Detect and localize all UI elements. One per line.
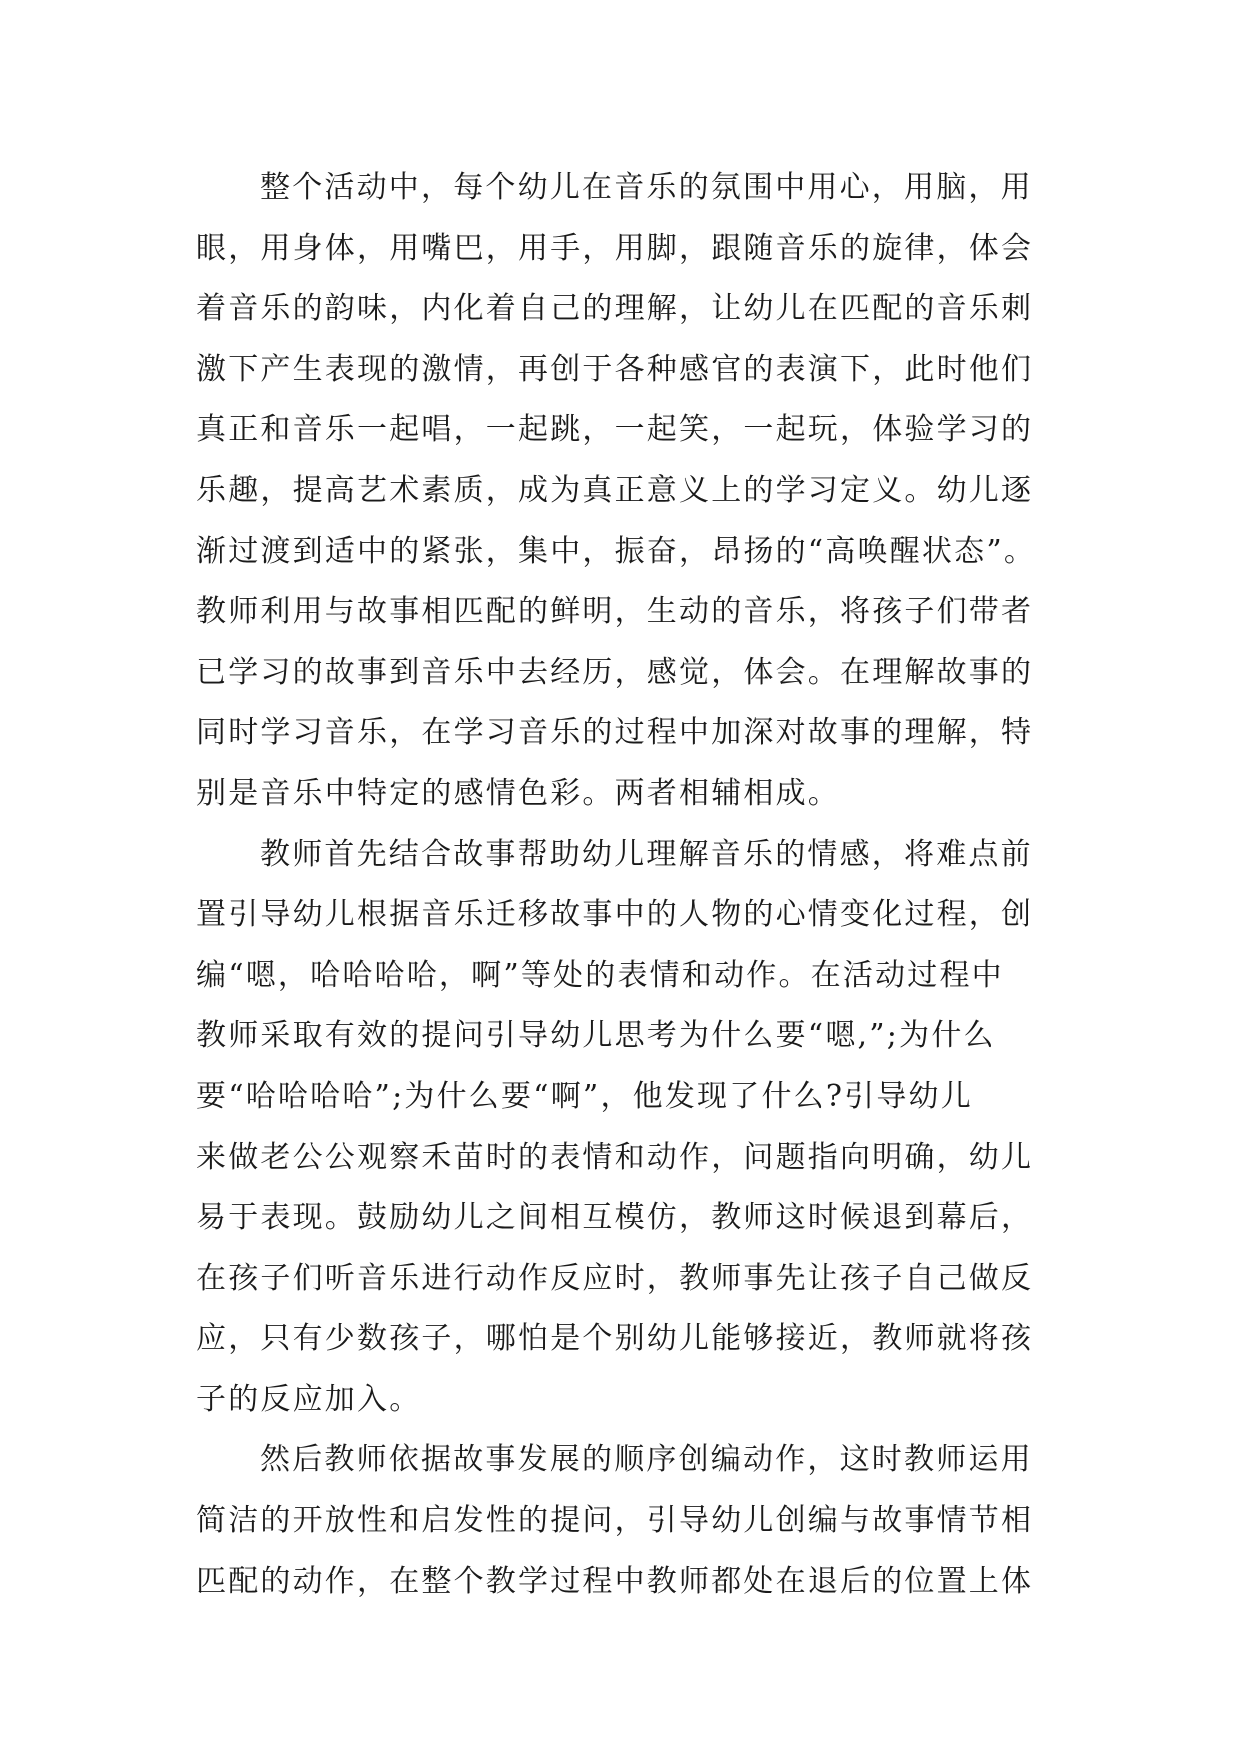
text-line: 眼，用身体，用嘴巴，用手，用脚，跟随音乐的旋律，体会 — [196, 230, 1034, 266]
text-line: 匹配的动作，在整个教学过程中教师都处在退后的位置上体 — [196, 1563, 1034, 1599]
text-line: 教师采取有效的提问引导幼儿思考为什么要“嗯,”;为什么 — [196, 1018, 996, 1054]
text-line: 子的反应加入。 — [196, 1381, 422, 1417]
text-line: 简洁的开放性和启发性的提问，引导幼儿创编与故事情节相 — [196, 1503, 1034, 1539]
text-line: 真正和音乐一起唱，一起跳，一起笑，一起玩，体验学习的 — [196, 412, 1034, 448]
text-line: 渐过渡到适中的紧张，集中，振奋，昂扬的“高唤醒状态”。 — [196, 533, 1037, 569]
text-line: 在孩子们听音乐进行动作反应时，教师事先让孩子自己做反 — [196, 1260, 1034, 1296]
text-line: 整个活动中，每个幼儿在音乐的氛围中用心，用脑，用 — [260, 170, 1033, 205]
text-line: 编“嗯，哈哈哈哈，啊”等处的表情和动作。在活动过程中 — [196, 957, 1004, 993]
text-line: 然后教师依据故事发展的顺序创编动作，这时教师运用 — [260, 1442, 1033, 1478]
text-line: 已学习的故事到音乐中去经历，感觉，体会。在理解故事的 — [196, 654, 1034, 690]
text-line: 易于表现。鼓励幼儿之间相互模仿，教师这时候退到幕后， — [196, 1200, 1034, 1236]
text-line: 教师利用与故事相匹配的鲜明，生动的音乐，将孩子们带者 — [196, 594, 1034, 630]
text-line: 别是音乐中特定的感情色彩。两者相辅相成。 — [196, 775, 840, 811]
text-line: 要“哈哈哈哈”;为什么要“啊”，他发现了什么?引导幼儿 — [196, 1078, 973, 1114]
text-line: 教师首先结合故事帮助幼儿理解音乐的情感，将难点前 — [260, 836, 1033, 872]
text-line: 同时学习音乐，在学习音乐的过程中加深对故事的理解，特 — [196, 715, 1034, 751]
text-line: 置引导幼儿根据音乐迁移故事中的人物的心情变化过程，创 — [196, 897, 1034, 933]
text-line: 应，只有少数孩子，哪怕是个别幼儿能够接近，教师就将孩 — [196, 1321, 1034, 1357]
text-line: 来做老公公观察禾苗时的表情和动作，问题指向明确，幼儿 — [196, 1139, 1034, 1175]
text-line: 乐趣，提高艺术素质，成为真正意义上的学习定义。幼儿逐 — [196, 472, 1034, 508]
body-text — [196, 158, 1056, 1612]
text-line: 激下产生表现的激情，再创于各种感官的表演下，此时他们 — [196, 351, 1034, 387]
text-line: 着音乐的韵味，内化着自己的理解，让幼儿在匹配的音乐刺 — [196, 291, 1034, 327]
